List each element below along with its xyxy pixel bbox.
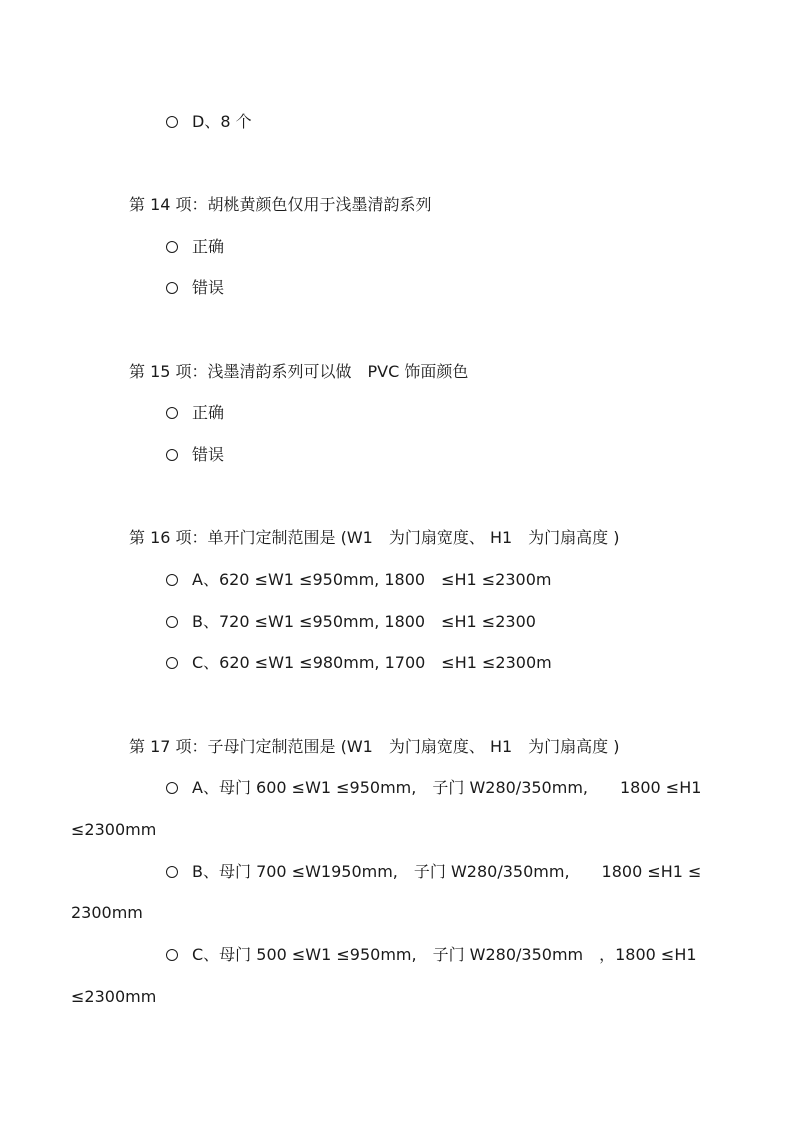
option-label: 错误 [192,445,225,464]
radio-icon[interactable] [166,407,178,419]
q15-option-true[interactable] [166,403,224,423]
option-label: C、母门 500 ≤W1 ≤950mm, 子门 W280/350mm ，1800 ≤H1 [192,945,697,964]
radio-icon[interactable] [166,949,178,961]
option-label: C、620 ≤W1 ≤980mm, 1700 ≤H1 ≤2300m [192,653,552,672]
q13-option-d[interactable] [166,112,252,132]
question-16-title: 第 16 项：单开门定制范围是 (W1 为门扇宽度、 H1 为门扇高度 ) [129,528,620,547]
option-label: 正确 [192,403,225,422]
q17-option-c-continuation: ≤2300mm [71,987,157,1006]
option-label: B、母门 700 ≤W1950mm, 子门 W280/350mm, 1800 ≤H1 ≤ [192,862,702,881]
q15-option-false[interactable] [166,445,224,465]
radio-icon[interactable] [166,657,178,669]
question-17-title: 第 17 项：子母门定制范围是 (W1 为门扇宽度、 H1 为门扇高度 ) [129,737,620,756]
question-15-title: 第 15 项：浅墨清韵系列可以做 PVC 饰面颜色 [129,362,469,381]
radio-icon[interactable] [166,782,178,794]
option-label: D、8 个 [192,112,252,131]
q17-option-a[interactable] [166,778,701,798]
option-label: B、720 ≤W1 ≤950mm, 1800 ≤H1 ≤2300 [192,612,536,631]
question-14-title: 第 14 项：胡桃黄颜色仅用于浅墨清韵系列 [129,195,432,214]
radio-icon[interactable] [166,616,178,628]
q17-option-c[interactable] [166,945,697,965]
radio-icon[interactable] [166,449,178,461]
radio-icon[interactable] [166,866,178,878]
q14-option-true[interactable] [166,237,224,257]
q17-option-b-continuation: 2300mm [71,903,143,922]
radio-icon[interactable] [166,282,178,294]
radio-icon[interactable] [166,116,178,128]
option-label: 正确 [192,237,225,256]
q17-option-b[interactable] [166,862,701,882]
q16-option-b[interactable] [166,612,536,632]
radio-icon[interactable] [166,241,178,253]
option-label: A、620 ≤W1 ≤950mm, 1800 ≤H1 ≤2300m [192,570,552,589]
option-label: 错误 [192,278,225,297]
q16-option-c[interactable] [166,653,552,673]
q17-option-a-continuation: ≤2300mm [71,820,157,839]
option-label: A、母门 600 ≤W1 ≤950mm, 子门 W280/350mm, 1800 ≤H1 [192,778,702,797]
q16-option-a[interactable] [166,570,552,590]
radio-icon[interactable] [166,574,178,586]
q14-option-false[interactable] [166,278,224,298]
